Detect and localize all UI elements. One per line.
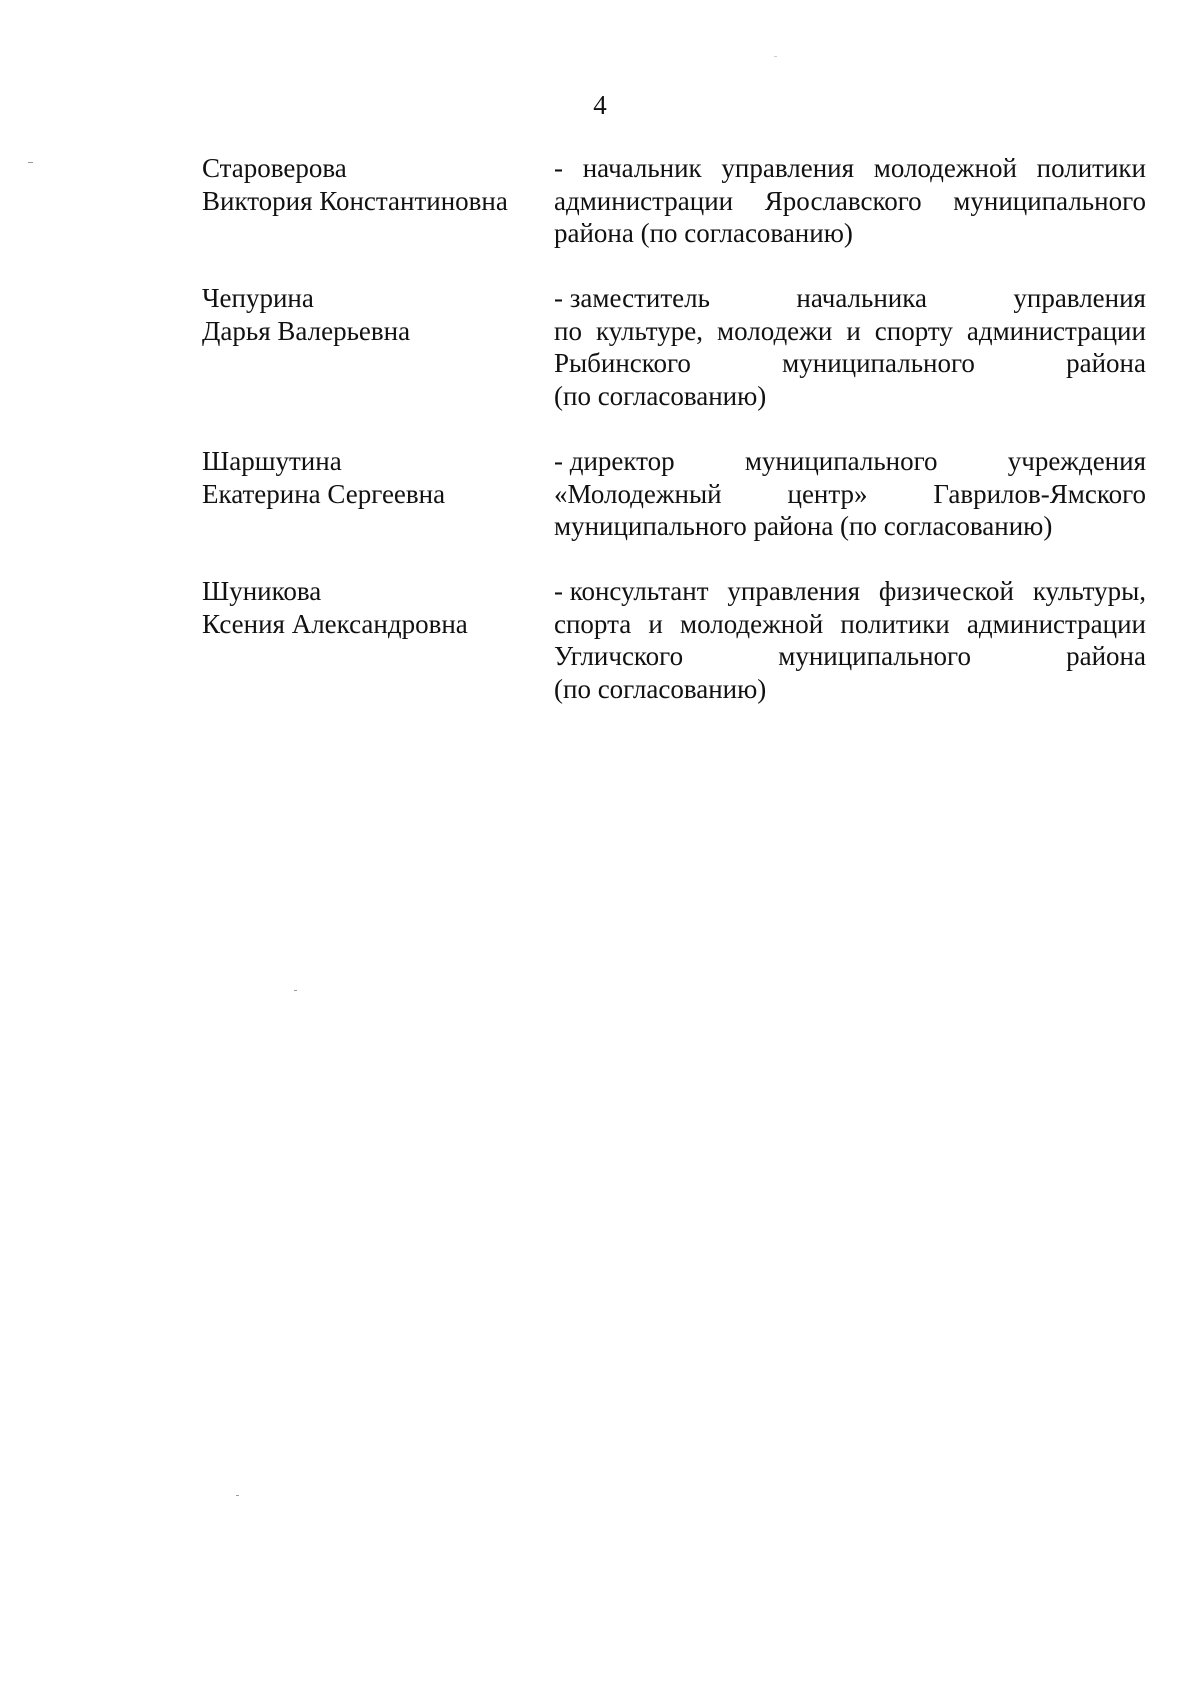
page-number: 4	[593, 90, 607, 120]
member-role	[554, 152, 1146, 250]
role-word: молодежной	[873, 153, 1017, 183]
role-word: Гаврилов-Ямского	[933, 478, 1146, 509]
member-name	[202, 575, 542, 640]
role-word: молодежной	[680, 608, 824, 639]
role-word: и	[648, 608, 663, 639]
role-word: муниципального	[778, 641, 971, 671]
scan-speck	[28, 162, 33, 163]
role-word: учреждения	[1007, 446, 1146, 476]
role-word: Рыбинского	[554, 348, 691, 378]
member-given-names: Ксения Александровна	[202, 608, 468, 639]
role-word: - директор	[554, 446, 675, 476]
role-line	[554, 185, 1146, 218]
role-word: - консультант	[554, 576, 709, 606]
member-name	[202, 445, 542, 510]
role-line	[554, 347, 1146, 380]
member-given-names: Виктория Константиновна	[202, 185, 508, 216]
role-word: -	[554, 153, 563, 183]
role-line	[554, 478, 1146, 511]
role-word: - заместитель	[554, 283, 710, 313]
role-word: политики	[1036, 153, 1146, 183]
role-word: культуре,	[595, 315, 703, 346]
member-role	[554, 445, 1146, 543]
role-line	[554, 445, 1146, 478]
role-word: администрации	[966, 608, 1146, 639]
member-given-names: Екатерина Сергеевна	[202, 478, 446, 509]
role-word: управления	[727, 576, 861, 606]
role-word: культуры,	[1032, 576, 1146, 606]
role-line	[554, 575, 1146, 608]
role-line: (по согласованию)	[554, 673, 767, 704]
role-word: управления	[1013, 283, 1146, 313]
member-surname: Чепурина	[202, 283, 314, 313]
scan-speck	[236, 1495, 239, 1496]
member-name	[202, 152, 542, 217]
role-word: и	[846, 315, 861, 346]
role-word: района	[1066, 348, 1146, 378]
role-word: муниципального	[782, 348, 975, 378]
role-line: (по согласованию)	[554, 380, 767, 411]
role-word: администрации	[966, 315, 1146, 346]
role-word: молодежи	[717, 315, 833, 346]
member-role	[554, 575, 1146, 705]
role-word: центр»	[787, 478, 868, 509]
role-line	[554, 152, 1146, 185]
member-surname: Староверова	[202, 153, 347, 183]
member-surname: Шуникова	[202, 576, 322, 606]
role-word: управления	[721, 153, 855, 183]
role-line	[554, 315, 1146, 348]
member-given-names: Дарья Валерьевна	[202, 315, 411, 346]
role-word: спорту	[874, 315, 953, 346]
role-word: по	[554, 315, 582, 346]
role-word: политики	[840, 608, 950, 639]
role-word: «Молодежный	[554, 478, 722, 509]
role-line: муниципального района (по согласованию)	[554, 511, 1053, 541]
role-word: физической	[878, 576, 1014, 606]
role-word: Ярославского	[764, 185, 922, 216]
member-surname: Шаршутина	[202, 446, 342, 476]
role-line	[554, 608, 1146, 641]
role-word: спорта	[554, 608, 632, 639]
role-word: администрации	[554, 185, 734, 216]
role-word: муниципального	[953, 185, 1146, 216]
scan-speck	[294, 990, 297, 991]
role-word: начальника	[796, 283, 927, 313]
role-word: района	[1066, 641, 1146, 671]
member-name	[202, 282, 542, 347]
role-word: начальник	[582, 153, 702, 183]
role-word: Угличского	[554, 641, 684, 671]
role-line	[554, 282, 1146, 315]
scan-speck	[774, 56, 777, 57]
role-word: муниципального	[744, 446, 938, 476]
member-role	[554, 282, 1146, 412]
role-line: района (по согласованию)	[554, 218, 853, 248]
role-line	[554, 640, 1146, 673]
